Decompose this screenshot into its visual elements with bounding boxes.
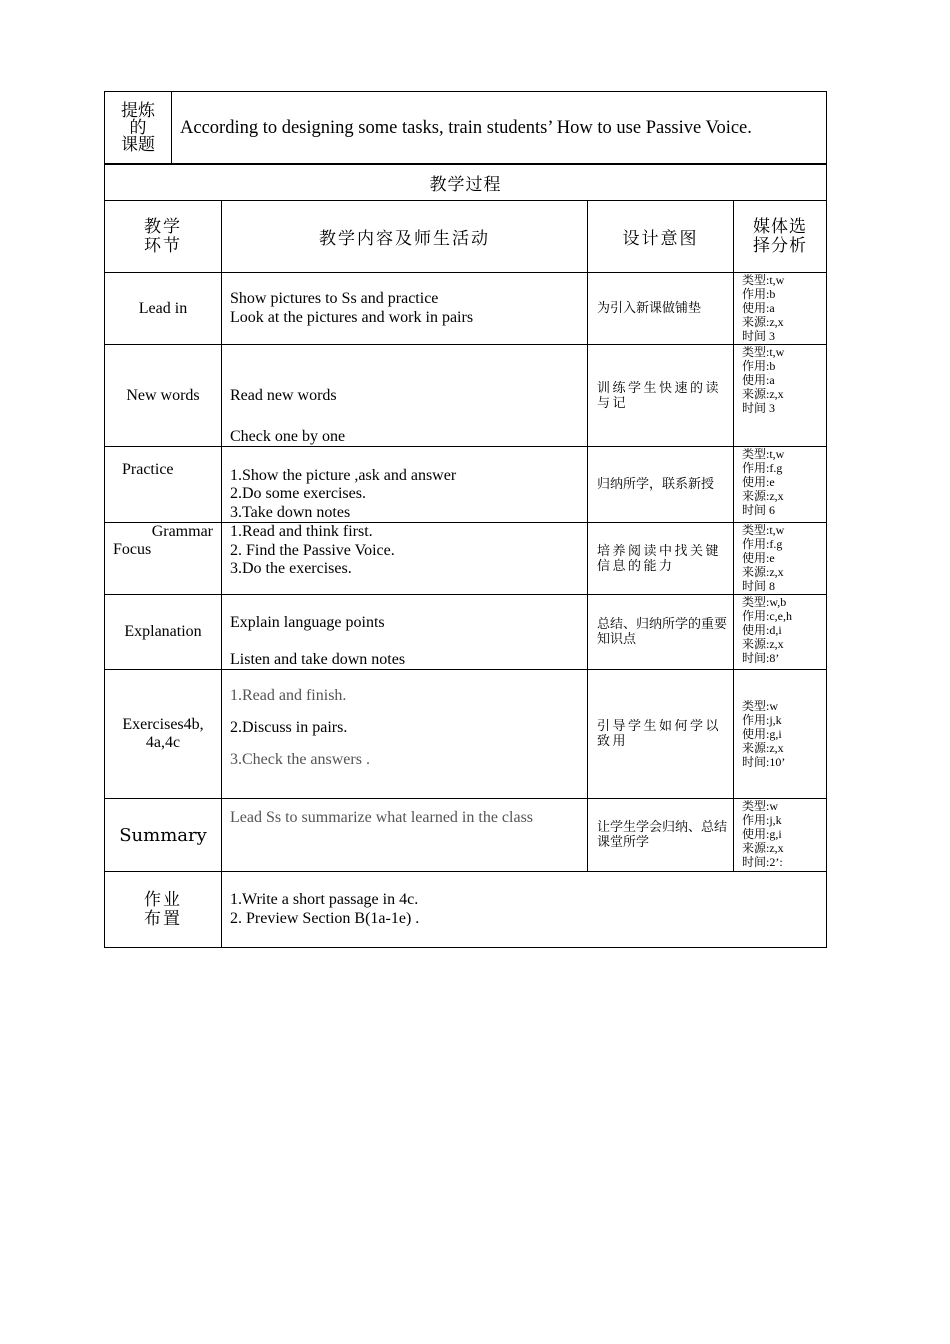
media-line: 类型:w xyxy=(742,699,779,713)
content-line: Look at the pictures and work in pairs xyxy=(230,308,474,326)
purpose-cell: 归纳所学，联系新授 xyxy=(588,447,734,523)
media-line: 来源:z,x xyxy=(742,741,784,755)
purpose-cell: 总结、归纳所学的重要知识点 xyxy=(588,595,734,670)
media-line: 类型:t,w xyxy=(742,345,785,359)
media-line: 使用:d,i xyxy=(742,623,782,637)
media-line: 来源:z,x xyxy=(742,841,784,855)
content-cell xyxy=(222,799,588,872)
header-row xyxy=(105,201,827,273)
media-line: 时间 6 xyxy=(742,503,776,517)
media-line: 时间:2’: xyxy=(742,855,783,869)
content-line: 3.Do the exercises. xyxy=(230,560,352,577)
process-title-row xyxy=(105,164,827,201)
media-line: 时间 8 xyxy=(742,579,776,593)
table-row xyxy=(105,595,827,670)
header-purpose: 设计意图 xyxy=(588,201,734,273)
content-line: 2.Do some exercises. xyxy=(230,485,366,502)
stage-cell: Explanation xyxy=(105,595,222,670)
homework-line: 1.Write a short passage in 4c. xyxy=(230,891,419,908)
media-line: 时间 3 xyxy=(742,329,776,343)
topic-row xyxy=(105,92,827,165)
content-line: Read new words xyxy=(230,387,337,404)
header-content: 教学内容及师生活动 xyxy=(222,201,588,273)
media-line: 类型:w xyxy=(742,799,779,813)
purpose-cell: 培养阅读中找关键信息的能力 xyxy=(588,523,734,595)
stage-line: Exercises4b, xyxy=(122,716,204,733)
stage-cell: New words xyxy=(105,345,222,447)
media-line: 来源:z,x xyxy=(742,565,784,579)
table-row xyxy=(105,670,827,799)
purpose-cell: 让学生学会归纳、总结课堂所学 xyxy=(588,799,734,872)
media-line: 时间:8’ xyxy=(742,651,780,665)
media-cell xyxy=(734,595,827,670)
topic-table xyxy=(104,91,827,165)
media-line: 作用:b xyxy=(742,287,776,301)
media-line: 时间 3 xyxy=(742,401,776,415)
header-media-line: 媒体选 xyxy=(753,216,807,237)
table-row xyxy=(105,345,827,447)
media-line: 使用:e xyxy=(742,551,775,565)
purpose-cell: 训练学生快速的读与记 xyxy=(588,345,734,447)
media-line: 使用:g,i xyxy=(742,827,782,841)
topic-label-line: 的 xyxy=(129,117,147,138)
media-cell xyxy=(734,447,827,523)
content-line: 2.Discuss in pairs. xyxy=(230,719,348,736)
table-row xyxy=(105,273,827,345)
content-line: Lead Ss to summarize what learned in the class xyxy=(230,809,534,826)
media-cell xyxy=(734,670,827,799)
media-line: 作用:f.g xyxy=(742,537,783,551)
media-cell xyxy=(734,799,827,872)
media-line: 来源:z,x xyxy=(742,387,784,401)
purpose-cell: 引导学生如何学以致用 xyxy=(588,670,734,799)
homework-label xyxy=(105,872,222,948)
content-gap xyxy=(230,633,587,651)
header-stage-line: 教学 xyxy=(144,216,182,237)
media-line: 类型:t,w xyxy=(742,523,785,537)
content-line: 1.Read and think first. xyxy=(230,523,373,540)
header-media-line: 择分析 xyxy=(753,235,807,256)
media-cell xyxy=(734,273,827,345)
media-line: 作用:c,e,h xyxy=(742,609,792,623)
teaching-process-table xyxy=(104,163,827,948)
content-line: Show pictures to Ss and practice xyxy=(230,290,439,307)
content-cell xyxy=(222,670,588,799)
media-line: 作用:j,k xyxy=(742,813,782,827)
homework-content xyxy=(222,872,827,948)
homework-row xyxy=(105,872,827,948)
stage-cell: Lead in xyxy=(105,273,222,345)
content-line: 1.Read and finish. xyxy=(230,687,347,704)
media-line: 来源:z,x xyxy=(742,315,784,329)
topic-label-line: 课题 xyxy=(121,134,155,155)
stage-cell xyxy=(105,523,222,595)
media-line: 作用:f.g xyxy=(742,461,783,475)
content-line: Explain language points xyxy=(230,614,385,631)
content-cell xyxy=(222,273,588,345)
media-line: 类型:t,w xyxy=(742,273,785,287)
content-line: 2. Find the Passive Voice. xyxy=(230,541,395,559)
topic-text: According to designing some tasks, train students’ How to use Passive Voice. xyxy=(172,92,827,165)
content-cell xyxy=(222,595,588,670)
homework-label-line: 布置 xyxy=(144,908,182,929)
content-line: 3.Take down notes xyxy=(230,503,351,521)
media-line: 作用:j,k xyxy=(742,713,782,727)
stage-cell: Summary xyxy=(105,799,222,872)
homework-label-line: 作业 xyxy=(144,889,182,910)
media-line: 来源:z,x xyxy=(742,637,784,651)
stage-line: 4a,4c xyxy=(145,734,181,751)
table-row xyxy=(105,523,827,595)
table-row xyxy=(105,799,827,872)
content-line: Listen and take down notes xyxy=(230,650,406,668)
stage-cell: Practice xyxy=(105,447,222,523)
media-line: 使用:a xyxy=(742,373,775,387)
content-line: Check one by one xyxy=(230,427,346,445)
process-title: 教学过程 xyxy=(105,164,827,201)
media-line: 类型:w,b xyxy=(742,595,787,609)
media-line: 使用:e xyxy=(742,475,775,489)
stage-cell xyxy=(105,670,222,799)
media-line: 来源:z,x xyxy=(742,489,784,503)
media-line: 使用:a xyxy=(742,301,775,315)
purpose-cell: 为引入新课做铺垫 xyxy=(588,273,734,345)
content-line: 3.Check the answers . xyxy=(230,751,370,768)
content-cell xyxy=(222,447,588,523)
content-line: 1.Show the picture ,ask and answer xyxy=(230,466,457,484)
stage-line: Focus xyxy=(113,541,152,558)
content-cell xyxy=(222,345,588,447)
media-line: 时间:10’ xyxy=(742,755,786,769)
topic-label-line: 提炼 xyxy=(121,100,155,121)
media-line: 使用:g,i xyxy=(742,727,782,741)
media-cell xyxy=(734,345,827,447)
media-cell xyxy=(734,523,827,595)
media-line: 类型:t,w xyxy=(742,447,785,461)
header-stage xyxy=(105,201,222,273)
homework-line: 2. Preview Section B(1a-1e) . xyxy=(230,909,420,927)
content-cell xyxy=(222,523,588,595)
topic-label xyxy=(105,92,172,165)
content-gap xyxy=(230,406,587,428)
media-line: 作用:b xyxy=(742,359,776,373)
header-media xyxy=(734,201,827,273)
stage-line: Grammar xyxy=(151,523,213,540)
header-stage-line: 环节 xyxy=(144,235,182,256)
table-row xyxy=(105,447,827,523)
